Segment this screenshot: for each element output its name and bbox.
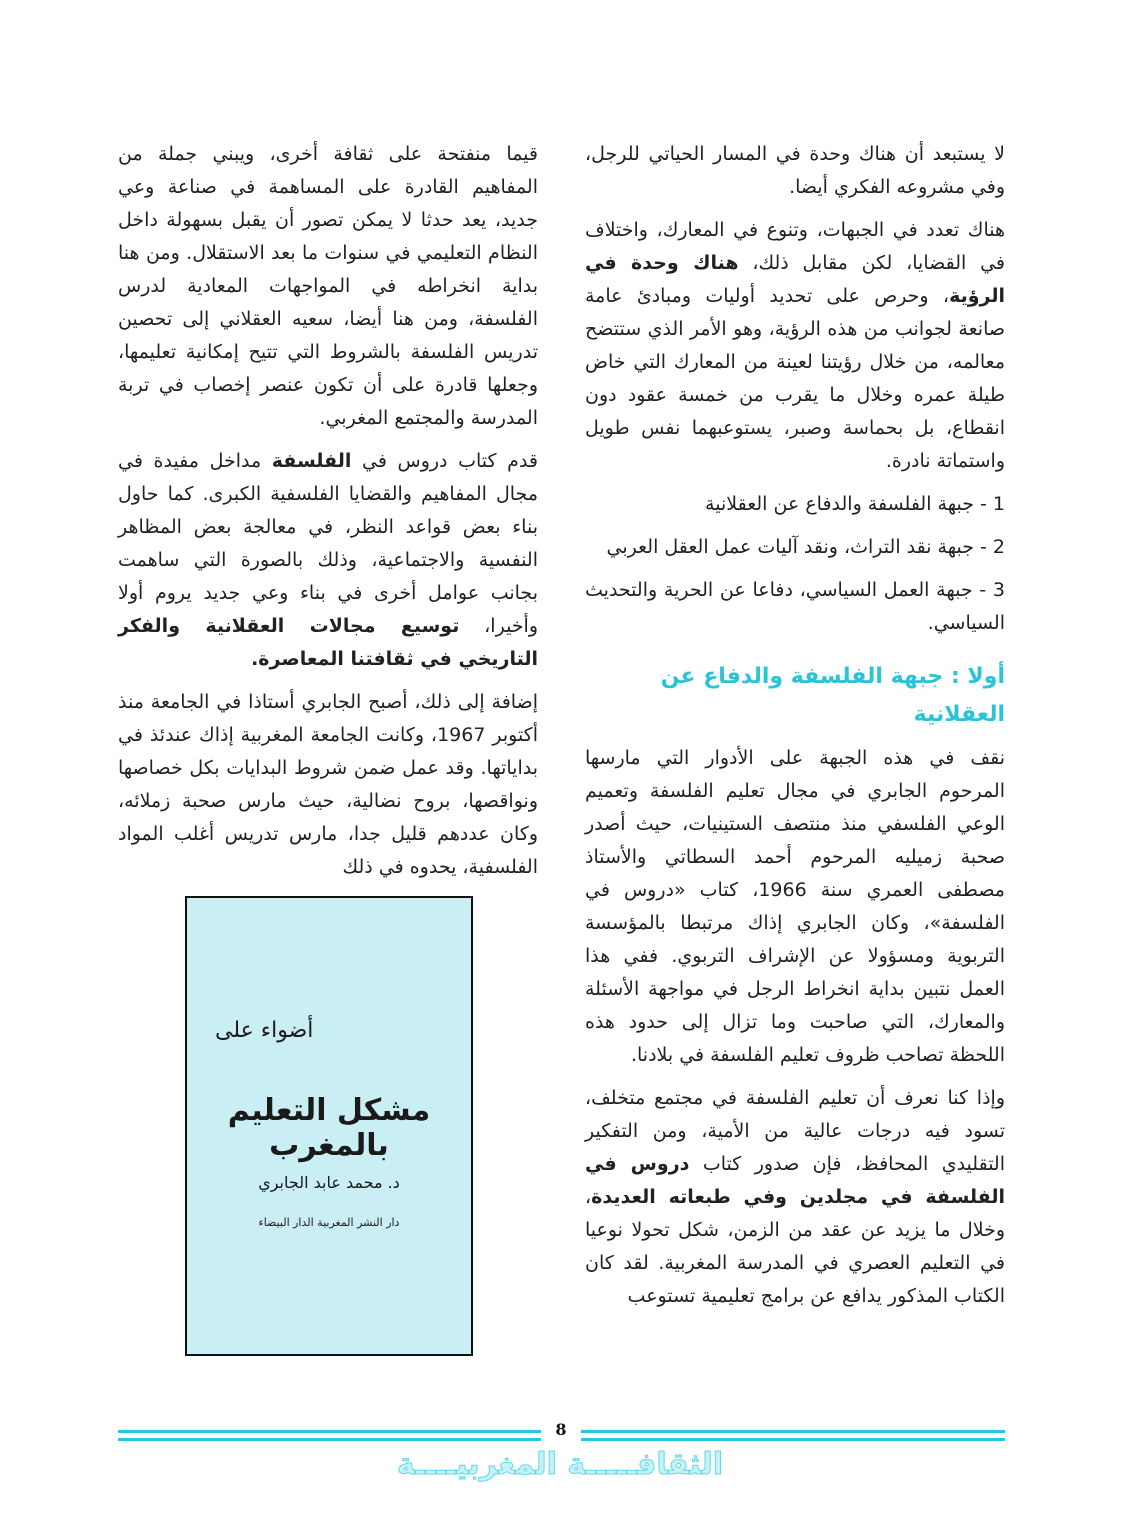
- paragraph: [585, 214, 1005, 478]
- paragraph-text: ، وخلال ما يزيد عن عقد من الزمن، شكل تحولا نوعيا في التعليم العصري في المدرسة المغربية. لقد كان الكتاب المذكور يدافع عن برامج تعليمية تستوعب: [585, 1186, 1005, 1307]
- bold-phrase: توسيع مجالات العقلانية والفكر التاريخي في ثقافتنا المعاصرة.: [118, 615, 538, 670]
- paragraph-text: ، وحرص على تحديد أوليات ومبادئ عامة صانعة لجوانب من هذه الرؤية، وهو الأمر الذي ستتضح معالمه، من خلال رؤيتنا لعينة من المعارك التي خاض طيلة عمره وخلال ما يقرب من خمسة عقود دون انقطاع، بل بحماسة وصبر، يستوعبهما نفس طويل واستماتة نادرة.: [585, 285, 1005, 472]
- bold-phrase: هناك وحدة في الرؤية: [585, 252, 1005, 307]
- paragraph: [585, 1082, 1005, 1313]
- paragraph-text: وإذا كنا نعرف أن تعليم الفلسفة في مجتمع متخلف، تسود فيه درجات عالية من الأمية، ومن التفكير التقليدي المحافظ، فإن صدور كتاب: [585, 1087, 1005, 1175]
- book-title: مشكل التعليم بالمغرب: [227, 1093, 431, 1163]
- section-heading: أولا : جبهة الفلسفة والدفاع عن العقلانية: [660, 664, 1005, 727]
- book-cover-image: [185, 896, 473, 1356]
- paragraph: نقف في هذه الجبهة على الأدوار التي مارسها المرحوم الجابري في مجال تعليم الفلسفة وتعميم الوعي الفلسفي منذ منتصف الستينيات، حيث أصدر صحبة زميليه المرحوم أحمد السطاتي والأستاذ مصطفى العمري سنة 1966، كتاب «دروس في الفلسفة»، وكان الجابري إذاك مرتبطا بالمؤسسة التربوية ومسؤولا عن الإشراف التربوي. ففي هذا العمل نتبين بداية انخراط الرجل في مواجهة الأسئلة والمعارك، التي صاحبت وما تزال إلى حدود هذه اللحظة تصاحب ظروف تعليم الفلسفة في بلادنا.: [585, 747, 1005, 1066]
- list-item: 3 - جبهة العمل السياسي، دفاعا عن الحرية والتحديث السياسي.: [585, 579, 1005, 634]
- bold-phrase: الفلسفة: [271, 450, 352, 472]
- book-author: د. محمد عابد الجابري: [258, 1173, 400, 1192]
- page-number: 8: [541, 1417, 581, 1443]
- right-column: [585, 138, 1005, 1323]
- book-subtitle: أضواء على: [215, 1018, 314, 1043]
- list-item: 1 - جبهة الفلسفة والدفاع عن العقلانية: [705, 493, 1005, 515]
- paragraph: قيما منفتحة على ثقافة أخرى، ويبني جملة من المفاهيم القادرة على المساهمة في صناعة وعي جديد، يعد حدثا لا يمكن تصور أن يقبل بسهولة داخل النظام التعليمي في سنوات ما بعد الاستقلال. ومن هنا بداية انخراطه في المواجهات المعادية لدرس الفلسفة، ومن هنا أيضا، سعيه العقلاني إلى تحصين تدريس الفلسفة بالشروط التي تتيح إمكانية تعليمها، وجعلها قادرة على أن تكون عنصر إخصاب في تربة المدرسة والمجتمع المغربي.: [118, 143, 538, 429]
- list-item: 2 - جبهة نقد التراث، ونقد آليات عمل العقل العربي: [606, 536, 1005, 558]
- paragraph-text: مداخل مفيدة في مجال المفاهيم والقضايا الفلسفية الكبرى. كما حاول بناء بعض قواعد النظر، في معالجة بعض المظاهر النفسية والاجتماعية، وذلك بالصورة التي ساهمت بجانب عوامل أخرى في بناء وعي جديد يروم أولا وأخيرا،: [118, 450, 538, 637]
- paragraph: [118, 445, 538, 676]
- paragraph: لا يستبعد أن هناك وحدة في المسار الحياتي للرجل، وفي مشروعه الفكري أيضا.: [585, 143, 1005, 198]
- left-column: [118, 138, 538, 894]
- paragraph-text: قدم كتاب دروس في: [351, 450, 538, 472]
- book-publisher: دار النشر المغربية الدار البيضاء: [258, 1216, 400, 1229]
- bold-phrase: دروس في الفلسفة في مجلدين وفي طبعاته العديدة: [585, 1153, 1005, 1208]
- paragraph-text: هناك تعدد في الجبهات، وتنوع في المعارك، واختلاف في القضايا، لكن مقابل ذلك،: [585, 219, 1005, 274]
- paragraph: إضافة إلى ذلك، أصبح الجابري أستاذا في الجامعة منذ أكتوبر 1967، وكانت الجامعة المغربية إذاك عندئذ في بداياتها. وقد عمل ضمن شروط البدايات بكل خصاصها ونواقصها، بروح نضالية، حيث مارس صحبة زملائه، وكان عددهم قليل جدا، مارس تدريس أغلب المواد الفلسفية، يحدوه في ذلك: [118, 691, 539, 878]
- magazine-name: الثقافـــــة المغربيــــة: [396, 1447, 724, 1482]
